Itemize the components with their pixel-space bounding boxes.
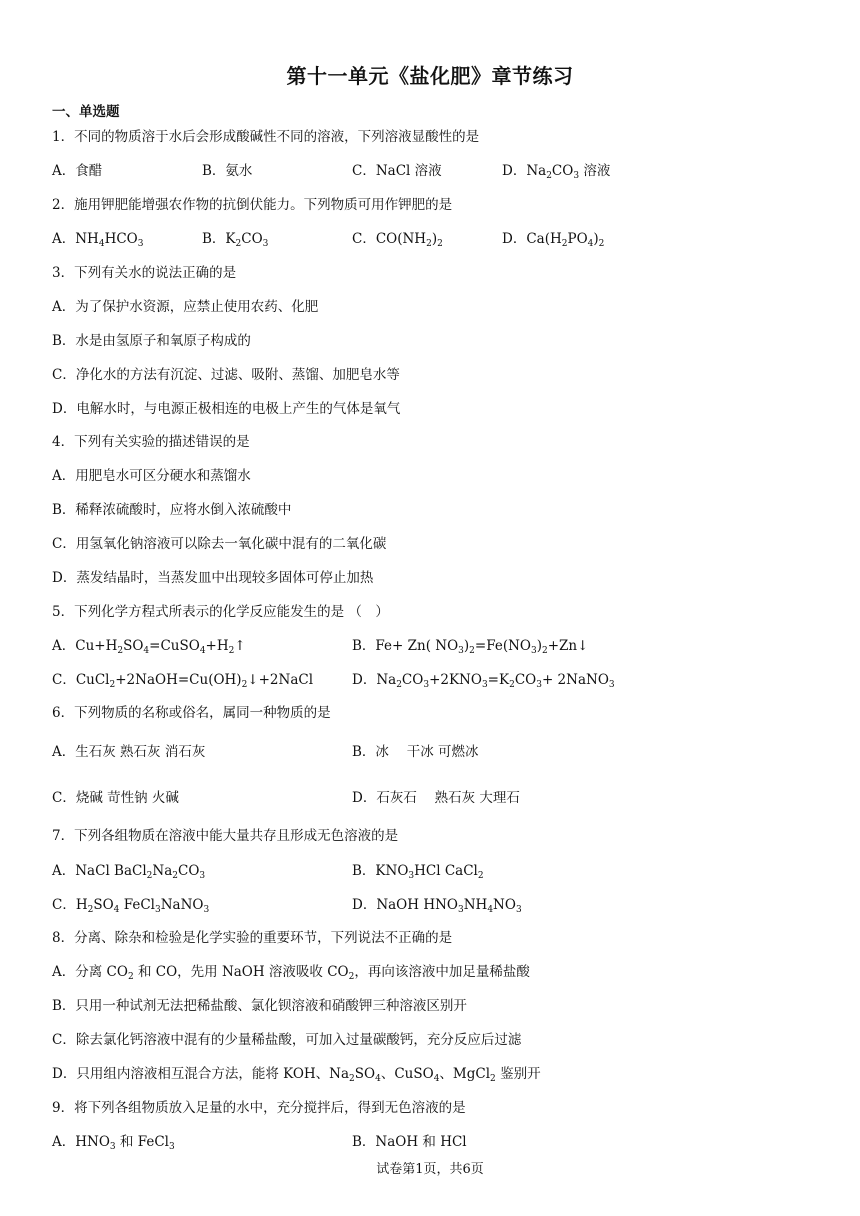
answer-option: C．烧碱 苛性钠 火碱	[52, 790, 179, 806]
answer-option: C．$CuCl_2+2NaOH=Cu(OH)_2↓+2NaCl$	[52, 672, 314, 690]
answer-option: D．$Na_2CO_3+2KNO_3=K_2CO_3+$ 2NaNO$_3$	[352, 672, 615, 690]
answer-option: A．NaCl $BaCl_2Na_2CO_3$	[52, 863, 206, 881]
question-line: 4．下列有关实验的描述错误的是	[52, 434, 250, 450]
answer-option: A．食醋	[52, 163, 103, 179]
question-line: 5．下列化学方程式所表示的化学反应能发生的是 （ ）	[52, 604, 389, 620]
question-line: B．稀释浓硫酸时，应将水倒入浓硫酸中	[52, 502, 292, 518]
question-line: D．蒸发结晶时，当蒸发皿中出现较多固体可停止加热	[52, 570, 374, 586]
question-line: 8．分离、除杂和检验是化学实验的重要环节，下列说法不正确的是	[52, 930, 453, 946]
question-line: D．只用组内溶液相互混合方法，能将 KOH、$Na_2SO_4$、CuSO$_4$、MgCl$_2$ 鉴别开	[52, 1066, 541, 1084]
question-line: 9．将下列各组物质放入足量的水中，充分搅拌后，得到无色溶液的是	[52, 1100, 466, 1116]
answer-option: A．生石灰 熟石灰 消石灰	[52, 744, 206, 760]
page-title: 第十一单元《盐化肥》章节练习	[286, 64, 574, 88]
question-line: 3．下列有关水的说法正确的是	[52, 265, 237, 281]
question-line: C．用氢氧化钠溶液可以除去一氧化碳中混有的二氧化碳	[52, 536, 387, 552]
question-line: 7．下列各组物质在溶液中能大量共存且形成无色溶液的是	[52, 828, 399, 844]
answer-option: C．$CO(NH_2)_2$	[352, 231, 443, 249]
page-footer: 试卷第1页，共6页	[376, 1162, 484, 1177]
question-line: C．除去氯化钙溶液中混有的少量稀盐酸，可加入过量碳酸钙，充分反应后过滤	[52, 1032, 522, 1048]
answer-option: A．$HNO_3$ 和 FeCl$_3$	[52, 1134, 175, 1152]
answer-option: D．$Na_2CO_3$ 溶液	[502, 163, 611, 181]
answer-option: B．氨水	[202, 163, 253, 179]
answer-option: C．NaCl 溶液	[352, 163, 442, 179]
section-heading: 一、单选题	[52, 104, 120, 120]
answer-option: B．NaOH 和 HCl	[352, 1134, 467, 1150]
answer-option: D．$Ca(H_2PO_4)_2$	[502, 231, 605, 249]
answer-option: D．石灰石 熟石灰 大理石	[352, 790, 520, 806]
question-line: 2．施用钾肥能增强农作物的抗倒伏能力。下列物质可用作钾肥的是	[52, 197, 453, 213]
answer-option: D．NaOH $HNO_3NH_4NO_3$	[352, 897, 522, 915]
answer-option: B．$KNO_3HCl$ CaCl$_2$	[352, 863, 484, 881]
answer-option: B．冰 干冰 可燃冰	[352, 744, 479, 760]
answer-option: A．$Cu+H_2SO_4=CuSO_4+H_2↑$	[52, 638, 246, 656]
question-line: 1．不同的物质溶于水后会形成酸碱性不同的溶液，下列溶液显酸性的是	[52, 129, 480, 145]
answer-option: C．$H_2SO_4$ FeCl$_3$NaNO$_3$	[52, 897, 210, 915]
answer-option: A．$NH_4HCO_3$	[52, 231, 144, 249]
question-line: A．为了保护水资源，应禁止使用农药、化肥	[52, 299, 319, 315]
answer-option: B．Fe+ Zn( $NO_3)_2=Fe(NO_3)_2+Zn↓$	[352, 638, 589, 656]
question-line: C．净化水的方法有沉淀、过滤、吸附、蒸馏、加肥皂水等	[52, 367, 400, 383]
question-line: 6．下列物质的名称或俗名，属同一种物质的是	[52, 705, 331, 721]
question-line: A．分离 $CO_2$ 和 CO，先用 NaOH 溶液吸收 $CO_2$，再向该溶液中加足量稀盐酸	[52, 964, 530, 982]
question-line: B．水是由氢原子和氧原子构成的	[52, 333, 251, 349]
question-line: D．电解水时，与电源正极相连的电极上产生的气体是氧气	[52, 401, 401, 417]
answer-option: B．$K_2CO_3$	[202, 231, 269, 249]
question-line: B．只用一种试剂无法把稀盐酸、氯化钡溶液和硝酸钾三种溶液区别开	[52, 998, 467, 1014]
question-line: A．用肥皂水可区分硬水和蒸馏水	[52, 468, 251, 484]
